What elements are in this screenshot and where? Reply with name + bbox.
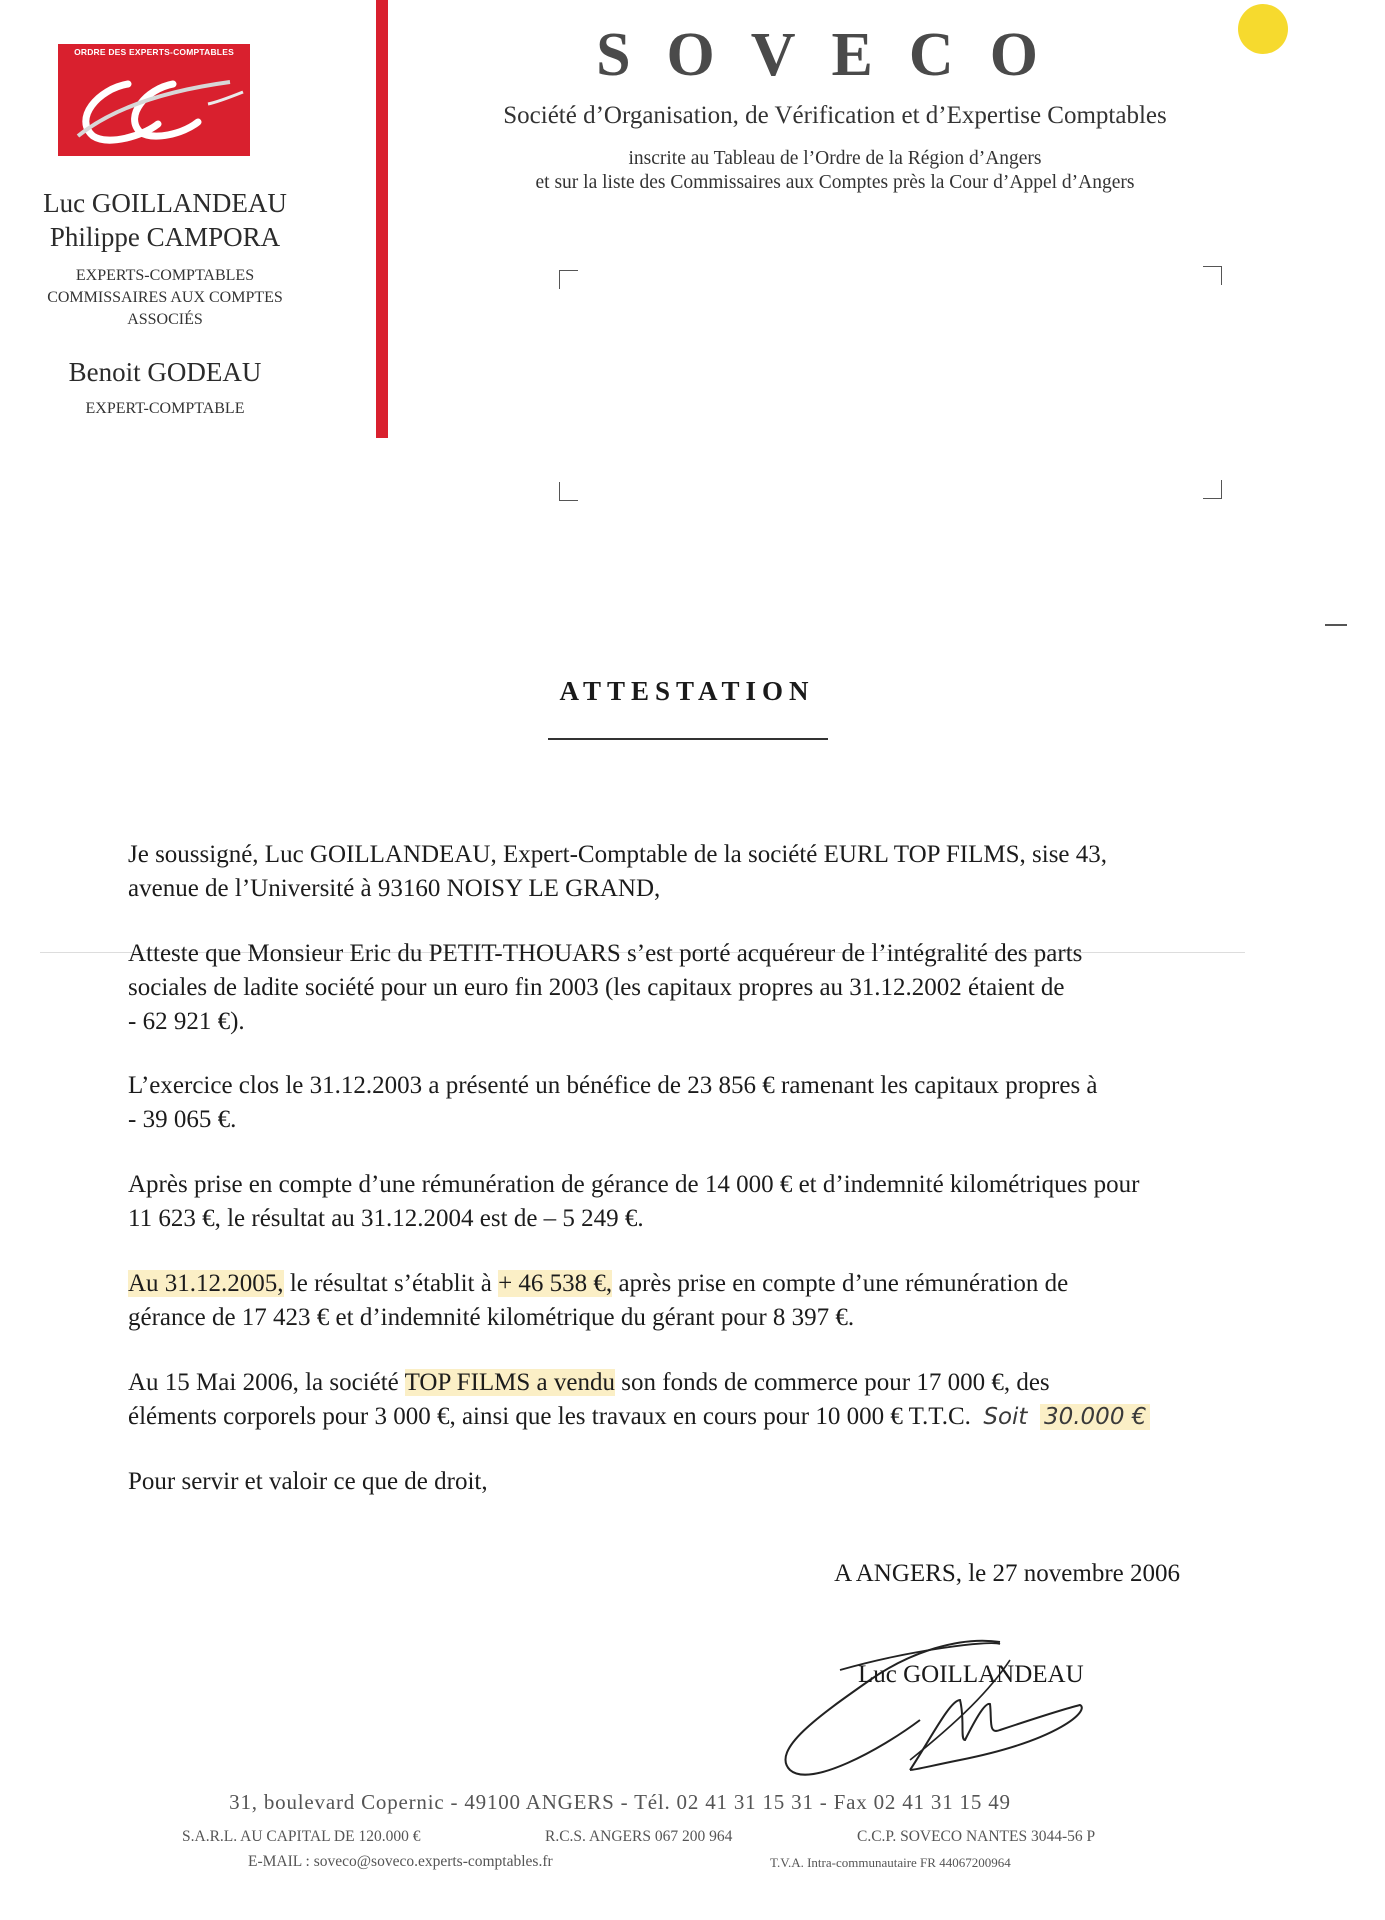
paragraph-3-line-1: L’exercice clos le 31.12.2003 a présenté un bénéfice de 23 856 € ramenant les capitaux propres à xyxy=(128,1072,1098,1099)
partner-title-expert: EXPERT-COMPTABLE xyxy=(85,400,245,417)
address-window-corner-bottom-right xyxy=(1203,480,1222,499)
header-divider-bar xyxy=(376,0,388,438)
registration-line-2: et sur la liste des Commissaires aux Comptes près la Cour d’Appel d’Angers xyxy=(535,172,1135,193)
paragraph-6 xyxy=(128,1366,1268,1434)
logo-cc-mark-icon xyxy=(58,44,250,156)
paragraph-4 xyxy=(128,1168,1268,1236)
paragraph-6-line-2-text: éléments corporels pour 3 000 €, ainsi que les travaux en cours pour 10 000 € T.T.C. xyxy=(128,1403,971,1430)
title-underline xyxy=(548,738,828,740)
address-window-corner-top-left xyxy=(559,270,578,289)
partner-title-associes: ASSOCIÉS xyxy=(127,311,203,328)
paragraph-5-line-2: gérance de 17 423 € et d’indemnité kilométrique du gérant pour 8 397 €. xyxy=(128,1304,855,1331)
footer-ccp: C.C.P. SOVECO NANTES 3044-56 P xyxy=(857,1828,1096,1845)
paragraph-2-line-1: Atteste que Monsieur Eric du PETIT-THOUARS s’est porté acquéreur de l’intégralité des parts xyxy=(128,940,1083,967)
firm-name: SOVECO xyxy=(596,21,1074,89)
registration-line-1: inscrite au Tableau de l’Ordre de la Région d’Angers xyxy=(628,148,1042,169)
address-window-corner-bottom-left xyxy=(559,482,578,501)
logo-caption: ORDRE DES EXPERTS-COMPTABLES xyxy=(74,47,234,57)
address-window-corner-top-right xyxy=(1203,266,1222,285)
footer-tva: T.V.A. Intra-communautaire FR 44067200964 xyxy=(770,1855,1011,1870)
paragraph-3-line-2: - 39 065 €. xyxy=(128,1106,237,1133)
footer-address: 31, boulevard Copernic - 49100 ANGERS - Tél. 02 41 31 15 31 - Fax 02 41 31 15 49 xyxy=(229,1790,1011,1814)
yellow-sticker xyxy=(1238,4,1288,54)
paragraph-1 xyxy=(128,838,1268,906)
partner-title-experts: EXPERTS-COMPTABLES xyxy=(75,267,255,284)
paragraph-6-line-2 xyxy=(128,1400,1268,1434)
footer-rcs: R.C.S. ANGERS 067 200 964 xyxy=(545,1828,733,1845)
paragraph-5-line-1 xyxy=(128,1267,1268,1301)
margin-mark xyxy=(1325,624,1347,626)
partner-name-godeau: Benoit GODEAU xyxy=(68,357,262,387)
footer-capital: S.A.R.L. AU CAPITAL DE 120.000 € xyxy=(182,1828,421,1845)
paragraph-2-line-2: sociales de ladite société pour un euro fin 2003 (les capitaux propres au 31.12.2002 étaient de xyxy=(128,974,1065,1001)
paragraph-5 xyxy=(128,1267,1268,1335)
firm-subtitle: Société d’Organisation, de Vérification et d’Expertise Comptables xyxy=(503,102,1167,129)
highlight-date-2005: Au 31.12.2005, xyxy=(128,1270,284,1297)
partner-name-goillandeau: Luc GOILLANDEAU xyxy=(43,188,287,218)
paragraph-5-line-1-mid: le résultat s’établit à xyxy=(283,1270,499,1297)
paragraph-6-line-1-end: son fonds de commerce pour 17 000 €, des xyxy=(615,1369,1050,1396)
highlight-result-2005: + 46 538 €, xyxy=(498,1270,613,1297)
paragraph-6-line-1-start: Au 15 Mai 2006, la société xyxy=(128,1369,405,1396)
paragraph-6-line-1 xyxy=(128,1366,1268,1400)
signatory-name: Luc GOILLANDEAU xyxy=(858,1661,1084,1688)
paragraph-1-line-2: avenue de l’Université à 93160 NOISY LE GRAND, xyxy=(128,875,661,902)
highlight-top-films-sale: TOP FILMS a vendu xyxy=(404,1369,616,1396)
paragraph-1-line-1: Je soussigné, Luc GOILLANDEAU, Expert-Comptable de la société EURL TOP FILMS, sise 43, xyxy=(128,841,1108,868)
document-title: ATTESTATION xyxy=(559,676,815,706)
paragraph-5-line-1-end: après prise en compte d’une rémunération de xyxy=(612,1270,1069,1297)
paragraph-2-line-3: - 62 921 €). xyxy=(128,1008,245,1035)
handwritten-signature xyxy=(760,1630,1120,1780)
paragraph-4-line-1: Après prise en compte d’une rémunération de gérance de 14 000 € et d’indemnité kilométriques pour xyxy=(128,1171,1140,1198)
paragraph-3 xyxy=(128,1069,1268,1137)
partner-name-campora: Philippe CAMPORA xyxy=(49,222,281,252)
place-and-date: A ANGERS, le 27 novembre 2006 xyxy=(834,1560,1180,1587)
footer-email: E-MAIL : soveco@soveco.experts-comptables.fr xyxy=(248,1853,553,1870)
handwritten-soit: Soit xyxy=(983,1404,1028,1430)
paragraph-2 xyxy=(128,937,1268,1039)
paragraph-4-line-2: 11 623 €, le résultat au 31.12.2004 est de – 5 249 €. xyxy=(128,1205,644,1232)
handwritten-total: 30.000 € xyxy=(1040,1404,1150,1430)
paragraph-closing: Pour servir et valoir ce que de droit, xyxy=(128,1468,488,1495)
order-logo xyxy=(58,44,250,156)
partner-title-commissaires: COMMISSAIRES AUX COMPTES xyxy=(47,289,283,306)
